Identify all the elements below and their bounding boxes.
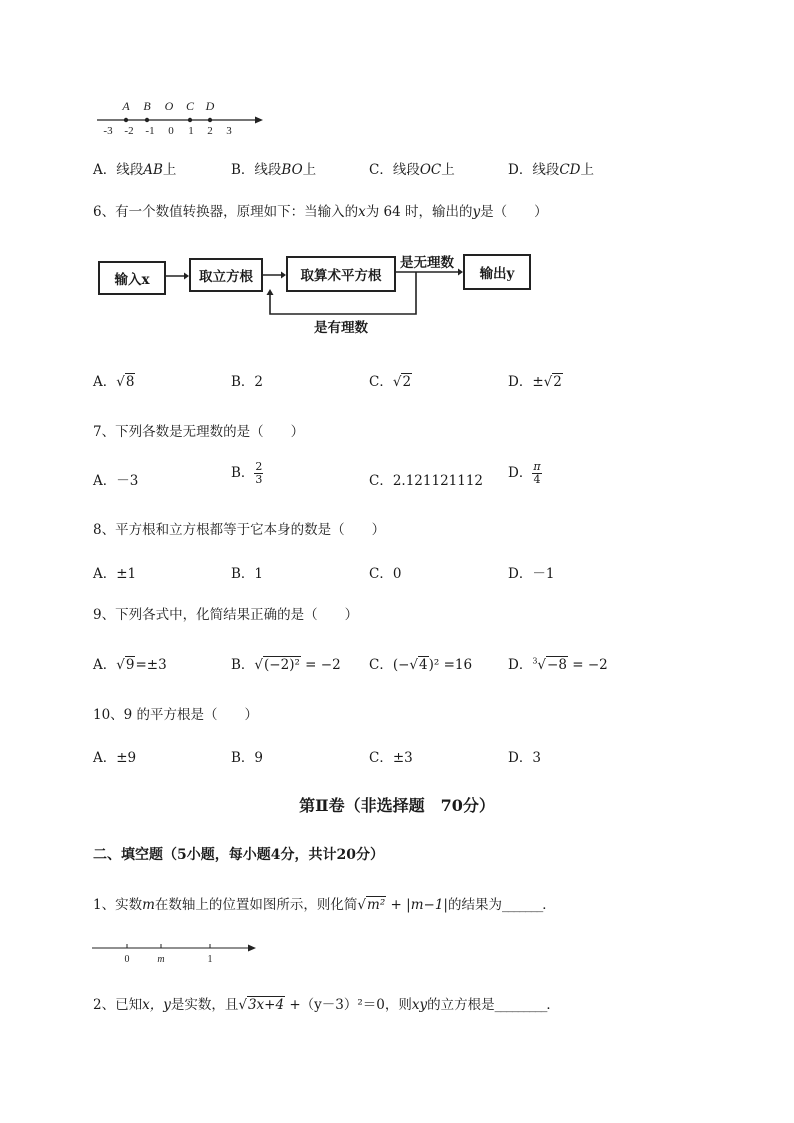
q8-option-d: D．－1 [508,566,555,582]
point-label-d: D [205,99,215,113]
tick-label: 1 [188,125,194,137]
tick-label: -3 [103,125,113,137]
section-heading: 二、填空题（5小题，每小题4分，共计20分） [93,847,384,863]
q10-option-c: C．±3 [369,750,413,766]
q10-option-a: A．±9 [93,750,137,766]
q7-option-a: A．－3 [93,473,139,489]
q7-option-b: B． $\frac{2}{3}$ [231,460,263,487]
q9-option-b: B．√(−2)² = −2 [231,657,341,673]
tick-label: 0 [124,954,130,965]
flow-label-irrational: 是无理数 [400,255,454,271]
q9-stem: 9、下列各式中，化简结果正确的是（ ） [93,607,359,623]
q5-option-a: A．线段AB上 [93,162,177,178]
q5-option-d: D．线段CD上 [508,162,594,178]
part2-title: 第Ⅱ卷（非选择题 70分） [299,796,495,815]
tick-label: m [157,954,165,965]
flow-sqrt-box: 取算术平方根 [286,256,396,292]
q8-option-c: C．0 [369,566,402,582]
tick-label: 0 [168,125,174,137]
q5-option-b: B．线段BO上 [231,162,317,178]
q6-stem: 6、有一个数值转换器，原理如下：当输入的x为 64 时，输出的y是（ ） [93,204,548,220]
number-line-1 [95,96,265,138]
tick-label: 3 [226,125,232,137]
fill2-stem: 2、已知x，y是实数，且√3x+4 +（y－3）²＝0，则xy的立方根是_________． [93,997,560,1013]
q6-option-d: D．±√2 [508,374,562,390]
q9-option-a: A．√9=±3 [93,657,167,673]
q10-stem: 10、9 的平方根是（ ） [93,707,259,723]
q10-option-d: D．3 [508,750,541,766]
q7-stem: 7、下列各数是无理数的是（ ） [93,424,305,440]
q10-option-b: B．9 [231,750,264,766]
point-label-c: C [185,99,195,113]
fill1-stem: 1、实数m在数轴上的位置如图所示，则化简√m² + |m−1|的结果为_______． [93,897,556,913]
q9-option-c: C．(−√4)² =16 [369,657,473,673]
q6-option-a: A．√8 [93,374,135,390]
point-label-b: B [143,99,151,113]
q8-stem: 8、平方根和立方根都等于它本身的数是（ ） [93,522,386,538]
flow-input-box: 输入x [98,261,166,295]
number-line-2 [92,940,260,968]
q8-option-b: B．1 [231,566,264,582]
tick-label: -1 [145,125,155,137]
q6-option-b: B．2 [231,374,264,390]
point-label-a: A [122,99,130,113]
point-label-o: O [164,99,174,113]
q7-option-d: D． $\frac{\pi}{4}$ [508,460,541,487]
flow-cube-root-box: 取立方根 [189,258,263,292]
tick-label: 2 [207,125,213,137]
q5-option-c: C．线段OC上 [369,162,455,178]
tick-label: 1 [207,954,213,965]
q7-option-c: C．2.121121112 [369,473,484,489]
flow-label-rational: 是有理数 [314,320,368,336]
tick-label: -2 [124,125,134,137]
flow-output-box: 输出y [463,254,531,290]
q6-option-c: C．√2 [369,374,412,390]
q9-option-d: D．$^3$√−8 = −2 [508,656,608,673]
q8-option-a: A．±1 [93,566,137,582]
